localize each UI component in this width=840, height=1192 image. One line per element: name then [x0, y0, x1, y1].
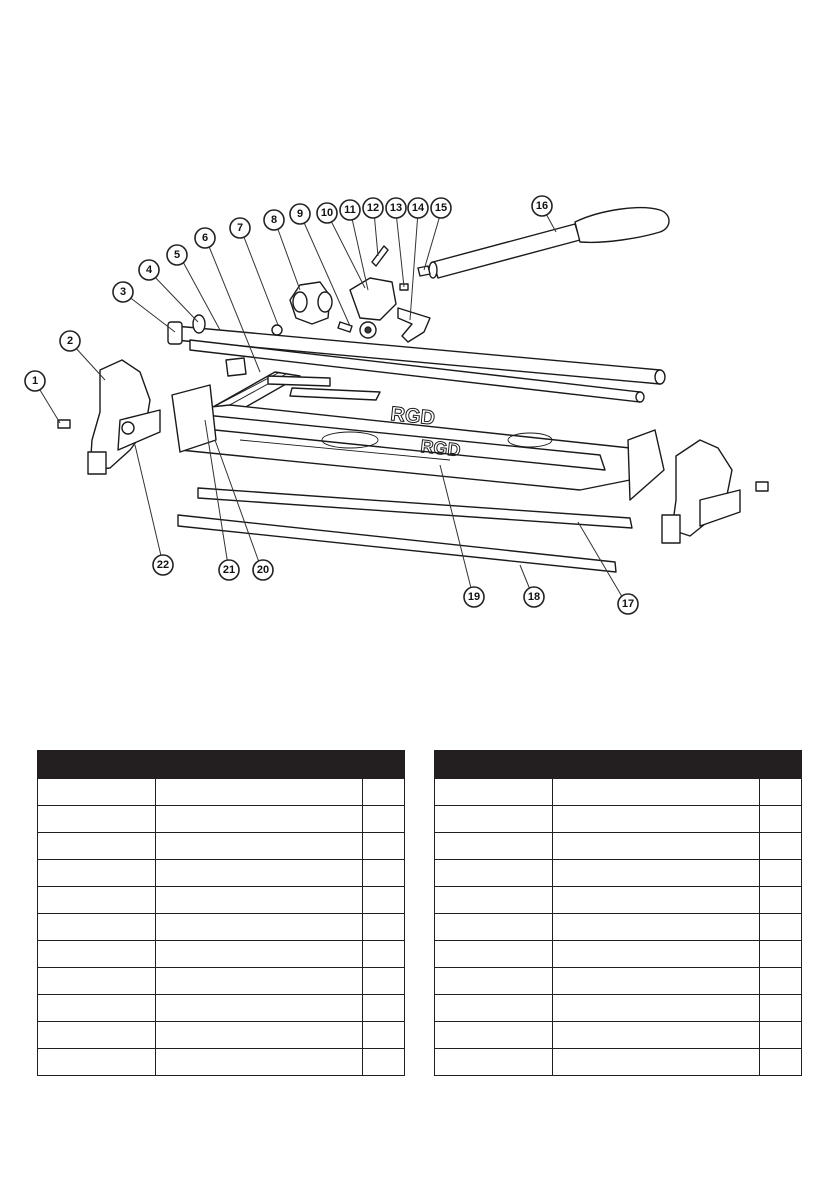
svg-text:6: 6 — [201, 232, 209, 244]
svg-text:17: 17 — [621, 598, 635, 610]
callout-2 — [60, 331, 80, 351]
table-cell — [156, 833, 363, 860]
callout-3 — [113, 282, 133, 302]
header-cell — [38, 751, 156, 779]
table-cell — [435, 779, 553, 806]
table-row — [38, 860, 405, 887]
callout-15 — [431, 198, 451, 218]
table-cell — [435, 887, 553, 914]
table-row — [435, 887, 802, 914]
svg-text:14: 14 — [411, 202, 425, 214]
svg-text:22: 22 — [156, 559, 170, 571]
svg-text:5: 5 — [173, 249, 181, 261]
callout-20 — [253, 560, 273, 580]
table-cell — [362, 914, 404, 941]
table-cell — [759, 779, 801, 806]
svg-text:7: 7 — [236, 222, 244, 234]
table-cell — [435, 860, 553, 887]
callout-14 — [408, 198, 428, 218]
support-beam-lower — [178, 515, 616, 572]
table-cell — [759, 941, 801, 968]
table-cell — [435, 1049, 553, 1076]
table-cell — [553, 1022, 760, 1049]
table-cell — [38, 914, 156, 941]
table-cell — [362, 860, 404, 887]
callout-5 — [167, 245, 187, 265]
table-cell — [362, 968, 404, 995]
table-cell — [362, 779, 404, 806]
table-cell — [435, 1022, 553, 1049]
table-row — [38, 833, 405, 860]
table-cell — [156, 968, 363, 995]
header-cell — [362, 751, 404, 779]
table-cell — [553, 941, 760, 968]
table-row — [435, 995, 802, 1022]
table-row — [38, 941, 405, 968]
table-row — [38, 1049, 405, 1076]
table-cell — [435, 941, 553, 968]
svg-text:19: 19 — [467, 591, 481, 603]
table-cell — [362, 1049, 404, 1076]
callout-10 — [317, 203, 337, 223]
svg-text:11: 11 — [344, 204, 356, 216]
handle-lever — [429, 208, 669, 278]
svg-text:13: 13 — [389, 202, 403, 214]
support-beam-upper — [198, 488, 632, 528]
table-row — [435, 914, 802, 941]
table-row — [38, 1022, 405, 1049]
table-row — [38, 968, 405, 995]
svg-text:21: 21 — [222, 564, 236, 576]
table-cell — [435, 806, 553, 833]
svg-text:1: 1 — [31, 375, 39, 387]
table-cell — [553, 833, 760, 860]
callout-4 — [139, 260, 159, 280]
table-cell — [759, 995, 801, 1022]
table-cell — [759, 806, 801, 833]
header-cell — [435, 751, 553, 779]
svg-text:18: 18 — [527, 591, 541, 603]
table-cell — [553, 968, 760, 995]
table-cell — [553, 806, 760, 833]
table-row — [38, 995, 405, 1022]
svg-text:RGD: RGD — [389, 403, 436, 430]
table-cell — [759, 833, 801, 860]
table-header-row — [38, 751, 405, 779]
table-cell — [38, 887, 156, 914]
table-row — [435, 1049, 802, 1076]
left-frame-plate — [172, 385, 216, 452]
callout-6 — [195, 228, 215, 248]
table-cell — [38, 806, 156, 833]
left-end-bracket — [58, 360, 160, 474]
table-cell — [553, 995, 760, 1022]
table-cell — [435, 968, 553, 995]
table-row — [435, 860, 802, 887]
table-cell — [759, 887, 801, 914]
table-cell — [156, 995, 363, 1022]
table-cell — [362, 833, 404, 860]
table-cell — [553, 914, 760, 941]
header-cell — [553, 751, 760, 779]
table-cell — [38, 968, 156, 995]
svg-text:RGD: RGD — [419, 436, 462, 461]
svg-text:20: 20 — [256, 564, 270, 576]
table-cell — [553, 887, 760, 914]
table-row — [38, 779, 405, 806]
table-cell — [156, 941, 363, 968]
table-cell — [156, 779, 363, 806]
svg-text:16: 16 — [535, 200, 549, 212]
table-row — [435, 806, 802, 833]
svg-text:12: 12 — [366, 202, 380, 214]
svg-text:3: 3 — [119, 286, 127, 298]
callout-7 — [230, 218, 250, 238]
table-cell — [38, 833, 156, 860]
callout-9 — [290, 204, 310, 224]
parts-table-left — [37, 750, 405, 1076]
svg-text:9: 9 — [296, 208, 304, 220]
table-cell — [362, 806, 404, 833]
table-row — [38, 887, 405, 914]
right-end-bracket — [662, 440, 768, 543]
table-cell — [38, 995, 156, 1022]
table-header-row — [435, 751, 802, 779]
table-cell — [38, 860, 156, 887]
table-cell — [362, 995, 404, 1022]
callout-12 — [363, 198, 383, 218]
table-cell — [759, 1049, 801, 1076]
table-cell — [435, 995, 553, 1022]
callout-18 — [524, 587, 544, 607]
table-row — [435, 833, 802, 860]
table-cell — [362, 1022, 404, 1049]
table-row — [435, 1022, 802, 1049]
table-cell — [38, 1022, 156, 1049]
table-cell — [759, 1022, 801, 1049]
table-cell — [435, 833, 553, 860]
table-cell — [156, 887, 363, 914]
callout-17 — [618, 594, 638, 614]
right-frame-plate — [628, 430, 664, 500]
table-cell — [553, 779, 760, 806]
table-cell — [156, 860, 363, 887]
table-row — [38, 914, 405, 941]
callout-13 — [386, 198, 406, 218]
table-cell — [435, 914, 553, 941]
table-cell — [38, 941, 156, 968]
parts-table-right — [434, 750, 802, 1076]
table-row — [435, 779, 802, 806]
table-cell — [759, 968, 801, 995]
callout-11 — [340, 200, 360, 220]
header-cell — [759, 751, 801, 779]
table-cell — [38, 1049, 156, 1076]
table-cell — [759, 860, 801, 887]
svg-text:8: 8 — [270, 214, 278, 226]
table-cell — [362, 941, 404, 968]
table-cell — [156, 914, 363, 941]
callout-22 — [153, 555, 173, 575]
callout-16 — [532, 196, 552, 216]
table-row — [435, 968, 802, 995]
table-cell — [553, 860, 760, 887]
svg-text:10: 10 — [320, 207, 334, 219]
table-cell — [156, 806, 363, 833]
callout-1 — [25, 371, 45, 391]
table-cell — [759, 914, 801, 941]
table-cell — [38, 779, 156, 806]
callout-21 — [219, 560, 239, 580]
table-cell — [553, 1049, 760, 1076]
base-plate — [180, 403, 630, 490]
header-cell — [156, 751, 363, 779]
callout-8 — [264, 210, 284, 230]
svg-text:2: 2 — [66, 335, 74, 347]
svg-text:15: 15 — [434, 202, 448, 214]
table-cell — [156, 1022, 363, 1049]
table-cell — [156, 1049, 363, 1076]
table-cell — [362, 887, 404, 914]
svg-text:4: 4 — [145, 264, 153, 276]
table-row — [38, 806, 405, 833]
table-row — [435, 941, 802, 968]
callout-19 — [464, 587, 484, 607]
